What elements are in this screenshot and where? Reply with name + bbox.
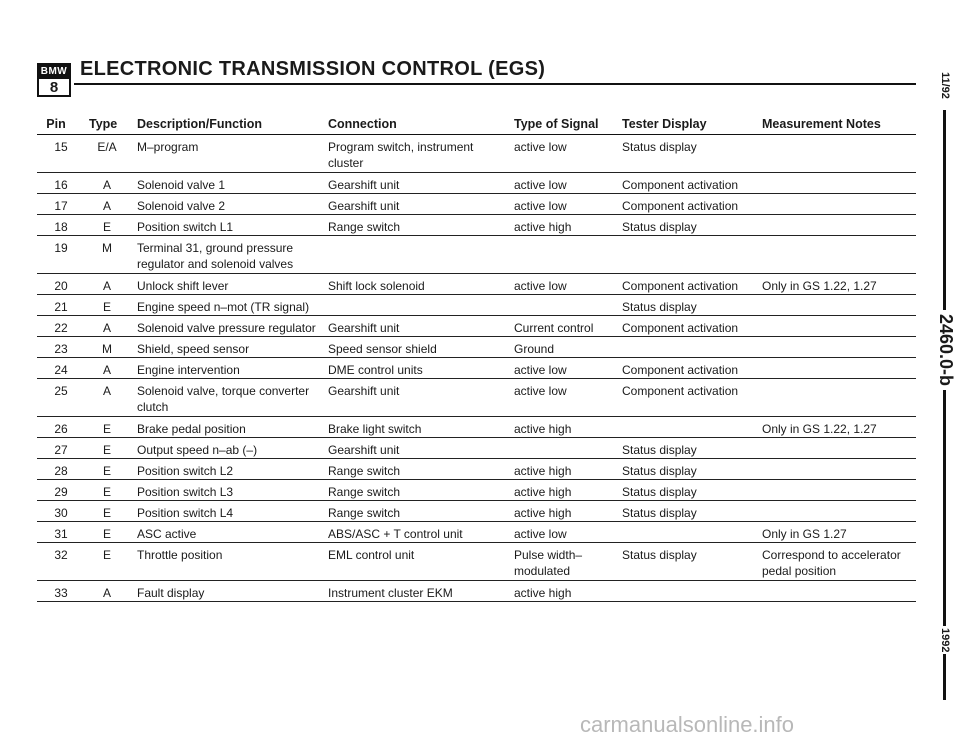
table-row [37,274,916,295]
cell-description: Solenoid valve 2 [137,199,226,213]
cell-pin: 23 [54,342,68,356]
cell-description: Unlock shift lever [137,279,229,293]
cell-description: Fault display [137,586,205,600]
cell-tester: Status display [622,443,697,457]
cell-type: E [102,464,111,478]
cell-tester: Status display [622,140,697,154]
cell-pin: 15 [54,140,68,154]
cell-tester: Status display [622,220,697,234]
cell-type: E [102,506,111,520]
cell-tester: Component activation [622,363,739,377]
cell-description: Solenoid valve, torque converter clutch [137,384,310,414]
table-body [37,135,916,602]
cell-connection: DME control units [328,363,423,377]
cell-type: E [102,527,111,541]
logo-text: BMW [40,66,68,77]
header-notes: Measurement Notes [762,117,881,131]
table-row [37,522,916,543]
table-row [37,459,916,480]
cell-type: E/A [97,140,117,154]
cell-description: Throttle position [137,548,223,562]
side-reference: 2460.0-b [933,310,958,390]
cell-description: Position switch L4 [137,506,234,520]
cell-connection: EML control unit [328,548,415,562]
cell-pin: 30 [54,506,68,520]
cell-pin: 28 [54,464,68,478]
cell-type: A [102,363,111,377]
page-title: ELECTRONIC TRANSMISSION CONTROL (EGS) [80,58,546,80]
cell-type: A [102,384,111,398]
table-row [37,379,916,417]
cell-signal: active low [514,363,567,377]
side-year: 1992 [939,628,951,653]
cell-signal: Pulse width– modulated [514,548,583,578]
cell-tester: Status display [622,506,697,520]
cell-pin: 24 [54,363,68,377]
cell-type: A [102,199,111,213]
cell-description: Brake pedal position [137,422,246,436]
cell-description: Solenoid valve pressure regulator [137,321,316,335]
cell-type: E [102,548,111,562]
table-row [37,501,916,522]
cell-type: A [102,586,111,600]
cell-connection: Program switch, instrument cluster [328,140,474,170]
logo-series: 8 [49,79,59,96]
table-row [37,316,916,337]
cell-signal: active high [514,464,572,478]
cell-type: E [102,443,111,457]
table-header [37,110,916,135]
cell-connection: Gearshift unit [328,199,400,213]
cell-connection: Range switch [328,464,401,478]
cell-signal: active high [514,485,572,499]
cell-description: Position switch L3 [137,485,234,499]
table-row [37,581,916,602]
cell-notes: Correspond to accelerator pedal position [762,548,901,578]
cell-type: A [102,178,111,192]
cell-pin: 17 [54,199,68,213]
cell-connection: Range switch [328,506,401,520]
cell-type: E [102,220,111,234]
cell-connection: Gearshift unit [328,443,400,457]
table-row [37,438,916,459]
cell-type: A [102,279,111,293]
cell-signal: active high [514,506,572,520]
cell-signal: active high [514,586,572,600]
cell-tester: Status display [622,485,697,499]
cell-signal: Current control [514,321,594,335]
cell-description: Shield, speed sensor [137,342,250,356]
title-rule [74,83,916,85]
cell-description: ASC active [137,527,197,541]
table-row [37,135,916,173]
table-row [37,337,916,358]
cell-type: M [102,241,112,255]
cell-description: Output speed n–ab (–) [137,443,258,457]
cell-description: M–program [137,140,199,154]
cell-signal: active low [514,384,567,398]
header-type: Type [89,117,118,131]
cell-notes: Only in GS 1.22, 1.27 [762,279,877,293]
cell-signal: Ground [514,342,555,356]
cell-description: Position switch L1 [137,220,234,234]
cell-description: Solenoid valve 1 [137,178,226,192]
pin-table [37,110,916,602]
cell-tester: Status display [622,548,697,562]
cell-pin: 33 [54,586,68,600]
cell-signal: active low [514,527,567,541]
cell-type: E [102,300,111,314]
cell-pin: 22 [54,321,68,335]
cell-type: E [102,422,111,436]
table-row [37,236,916,274]
cell-tester: Component activation [622,199,739,213]
cell-connection: Gearshift unit [328,321,400,335]
cell-type: A [102,321,111,335]
cell-tester: Component activation [622,178,739,192]
header-signal: Type of Signal [514,117,599,131]
table-row [37,215,916,236]
cell-description: Terminal 31, ground pressure regulator and solenoid valves [137,241,294,271]
header-pin: Pin [46,117,66,131]
watermark: carmanualsonline.info [580,712,795,737]
cell-signal: active low [514,178,567,192]
cell-connection: Gearshift unit [328,384,400,398]
cell-connection: Speed sensor shield [328,342,437,356]
cell-pin: 16 [54,178,68,192]
cell-pin: 18 [54,220,68,234]
table-row [37,543,916,581]
cell-signal: active low [514,279,567,293]
cell-notes: Only in GS 1.27 [762,527,847,541]
cell-pin: 31 [54,527,68,541]
cell-connection: Range switch [328,220,401,234]
cell-notes: Only in GS 1.22, 1.27 [762,422,877,436]
cell-tester: Component activation [622,279,739,293]
table-row [37,194,916,215]
cell-type: E [102,485,111,499]
cell-description: Engine speed n–mot (TR signal) [137,300,310,314]
cell-pin: 27 [54,443,68,457]
cell-connection: Range switch [328,485,401,499]
cell-connection: Instrument cluster EKM [328,586,453,600]
cell-pin: 32 [54,548,68,562]
header-description: Description/Function [137,117,262,131]
cell-connection: Brake light switch [328,422,422,436]
cell-signal: active high [514,220,572,234]
header-connection: Connection [328,117,397,131]
cell-pin: 25 [54,384,68,398]
side-date: 11/92 [939,72,951,99]
cell-tester: Status display [622,464,697,478]
table-row [37,480,916,501]
cell-pin: 19 [54,241,68,255]
table-row [37,417,916,438]
side-rule [943,110,946,700]
cell-pin: 29 [54,485,68,499]
cell-signal: active high [514,422,572,436]
cell-tester: Status display [622,300,697,314]
header-tester: Tester Display [622,117,707,131]
cell-signal: active low [514,199,567,213]
table-row [37,358,916,379]
cell-description: Engine intervention [137,363,240,377]
cell-description: Position switch L2 [137,464,234,478]
cell-tester: Component activation [622,384,739,398]
cell-type: M [102,342,112,356]
table-row [37,295,916,316]
cell-signal: active low [514,140,567,154]
table-row [37,173,916,194]
cell-connection: Shift lock solenoid [328,279,425,293]
cell-pin: 26 [54,422,68,436]
bmw-logo [37,63,71,97]
cell-connection: ABS/ASC + T control unit [328,527,463,541]
cell-pin: 21 [54,300,68,314]
cell-connection: Gearshift unit [328,178,400,192]
cell-tester: Component activation [622,321,739,335]
cell-pin: 20 [54,279,68,293]
